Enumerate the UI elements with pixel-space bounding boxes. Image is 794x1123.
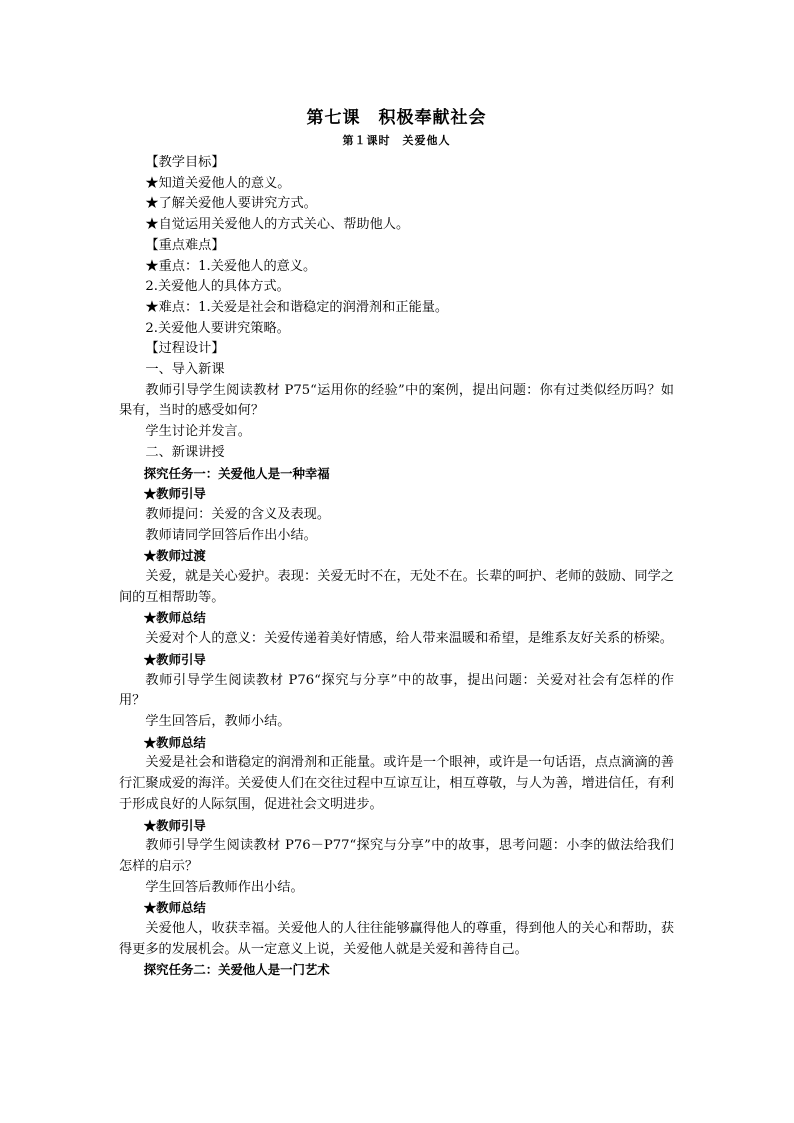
paragraph: 关爱对个人的意义：关爱传递着美好情感，给人带来温暖和希望，是维系友好关系的桥梁。 xyxy=(145,631,673,647)
paragraph: 关爱，就是关心爱护。表现：关爱无时不在，无处不在。长辈的呵护、老师的鼓励、同学之间的互相帮助等。 xyxy=(119,569,674,605)
paragraph: 学生讨论并发言。 xyxy=(145,424,251,440)
paragraph: 教师引导学生阅读教材 P76“探究与分享”中的故事，提出问题：关爱对社会有怎样的作用？ xyxy=(119,672,674,709)
paragraph: ★知道关爱他人的意义。 xyxy=(145,175,291,191)
section-heading: ★教师总结 xyxy=(143,610,206,626)
lesson-body xyxy=(119,153,674,981)
lesson-title: 第七课 积极奉献社会 xyxy=(306,108,487,128)
section-heading: ★教师引导 xyxy=(143,651,206,667)
section-heading: 探究任务一：关爱他人是一种幸福 xyxy=(143,465,330,481)
paragraph: 学生回答后，教师小结。 xyxy=(145,713,291,729)
document-page xyxy=(119,105,674,981)
paragraph: 一、导入新课 xyxy=(145,362,225,378)
lesson-subtitle: 第１课时 关爱他人 xyxy=(342,134,451,147)
section-heading: ★教师引导 xyxy=(143,486,206,502)
paragraph: 二、新课讲授 xyxy=(145,444,225,460)
paragraph: 【重点难点】 xyxy=(145,237,225,253)
section-heading: ★教师引导 xyxy=(143,817,206,833)
paragraph: 学生回答后教师作出小结。 xyxy=(145,879,304,895)
paragraph: ★难点：1.关爱是社会和谐稳定的润滑剂和正能量。 xyxy=(145,299,449,315)
paragraph: 2.关爱他人的具体方式。 xyxy=(145,279,290,295)
paragraph: 【过程设计】 xyxy=(145,341,225,357)
section-heading: ★教师总结 xyxy=(143,900,206,916)
paragraph: ★了解关爱他人要讲究方式。 xyxy=(145,196,317,212)
paragraph: ★自觉运用关爱他人的方式关心、帮助他人。 xyxy=(145,217,410,233)
paragraph: 【教学目标】 xyxy=(145,155,225,170)
paragraph: 教师请同学回答后作出小结。 xyxy=(145,527,317,543)
paragraph: 关爱他人，收获幸福。关爱他人的人往往能够赢得他人的尊重，得到他人的关心和帮助，获得更多的发展机会。从一定意义上说，关爱他人就是关爱和善待自己。 xyxy=(119,921,674,957)
paragraph: 教师提问：关爱的含义及表现。 xyxy=(145,506,331,522)
paragraph: 教师引导学生阅读教材 P75“运用你的经验”中的案例，提出问题：你有过类似经历吗？如果有，当时的感受如何？ xyxy=(119,382,674,419)
paragraph: 关爱是社会和谐稳定的润滑剂和正能量。或许是一个眼神，或许是一句话语，点点滴滴的善行汇聚成爱的海洋。关爱使人们在交往过程中互谅互让，相互尊敬，与人为善，增进信任，有利于形成良好的人际氛围，促进社会文明进步。 xyxy=(119,755,674,812)
section-heading: 探究任务二：关爱他人是一门艺术 xyxy=(143,962,330,978)
paragraph: ★重点：1.关爱他人的意义。 xyxy=(145,258,317,274)
paragraph: 2.关爱他人要讲究策略。 xyxy=(145,320,290,336)
paragraph: 教师引导学生阅读教材 P76－P77“探究与分享”中的故事，思考问题：小李的做法给我们怎样的启示？ xyxy=(119,838,674,874)
section-heading: ★教师过渡 xyxy=(143,548,206,564)
section-heading: ★教师总结 xyxy=(143,734,206,750)
